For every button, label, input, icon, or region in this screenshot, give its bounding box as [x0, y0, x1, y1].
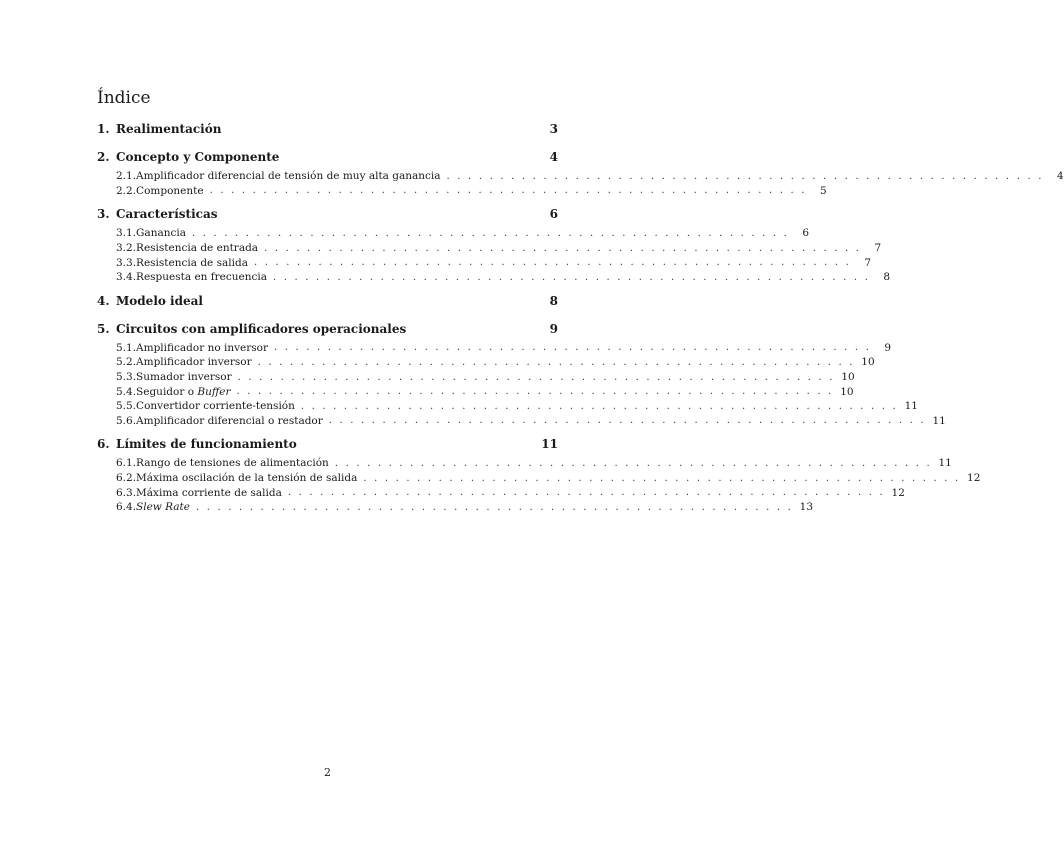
- toc-subsection-entry[interactable]: [97, 270, 891, 285]
- toc-section-entry[interactable]: [97, 432, 558, 456]
- toc-subsection-entry[interactable]: [97, 169, 1064, 184]
- toc-subsection-entry[interactable]: [97, 241, 882, 256]
- section-number: 6.: [97, 437, 110, 452]
- subsection-title: [136, 386, 230, 398]
- dot-leader: . . . . . . . . . . . . . . . . . . . . . . . . . . . . . . . . . . . . . . . . . . . . . . . . . . . . . . . .: [236, 386, 834, 398]
- subsection-page: 5: [819, 184, 827, 197]
- subsection-title: Respuesta en frecuencia: [136, 271, 268, 284]
- section-number: 4.: [97, 293, 110, 308]
- subsection-title-italic: Slew Rate: [136, 501, 190, 514]
- subsection-number: 6.3.: [116, 486, 137, 499]
- dot-leader: . . . . . . . . . . . . . . . . . . . . . . . . . . . . . . . . . . . . . . . . . . . . . . . . . . . . . . . .: [209, 185, 807, 197]
- subsection-page: 6: [802, 227, 810, 240]
- page-number: 2: [324, 766, 331, 779]
- subsection-title: Máxima corriente de salida: [136, 486, 282, 499]
- subsection-page: 11: [904, 400, 918, 413]
- toc-subsection-entry[interactable]: [97, 485, 905, 500]
- toc-subsection-entry[interactable]: [97, 500, 814, 515]
- subsection-number: 3.3.: [116, 256, 137, 269]
- subsection-page: 4: [1056, 170, 1064, 183]
- table-of-contents: [97, 117, 1064, 515]
- section-page: 6: [549, 207, 558, 222]
- subsection-page: 10: [861, 356, 875, 369]
- subsection-title: Amplificador diferencial o restador: [136, 414, 323, 427]
- toc-subsection-entry[interactable]: [97, 255, 871, 270]
- dot-leader: . . . . . . . . . . . . . . . . . . . . . . . . . . . . . . . . . . . . . . . . . . . . . . . . . . . . . . . .: [300, 400, 898, 412]
- toc-subsection-entry[interactable]: [97, 456, 952, 471]
- dot-leader: . . . . . . . . . . . . . . . . . . . . . . . . . . . . . . . . . . . . . . . . . . . . . . . . . . . . . . . .: [334, 457, 932, 469]
- dot-leader: . . . . . . . . . . . . . . . . . . . . . . . . . . . . . . . . . . . . . . . . . . . . . . . . . . . . . . . .: [273, 271, 871, 283]
- subsection-title: Amplificador diferencial de tensión de muy alta ganancia: [136, 170, 441, 183]
- dot-leader: . . . . . . . . . . . . . . . . . . . . . . . . . . . . . . . . . . . . . . . . . . . . . . . . . . . . . . . .: [363, 472, 961, 484]
- section-number: 2.: [97, 150, 110, 164]
- toc-section-entry[interactable]: [97, 145, 558, 169]
- subsection-page: 11: [932, 414, 946, 427]
- subsection-page: 7: [864, 256, 871, 269]
- subsection-number: 2.2.: [116, 184, 137, 197]
- subsection-page: 10: [840, 385, 854, 398]
- section-number: 5.: [97, 321, 110, 336]
- dot-leader: . . . . . . . . . . . . . . . . . . . . . . . . . . . . . . . . . . . . . . . . . . . . . . . . . . . . . . . .: [253, 257, 851, 269]
- subsection-title-text: Seguidor o: [136, 385, 198, 398]
- subsection-number: 5.4.: [116, 385, 137, 398]
- subsection-number: 2.1.: [116, 170, 137, 183]
- dot-leader: . . . . . . . . . . . . . . . . . . . . . . . . . . . . . . . . . . . . . . . . . . . . . . . . . . . . . . . .: [287, 487, 885, 499]
- subsection-number: 5.5.: [116, 400, 137, 413]
- dot-leader: . . . . . . . . . . . . . . . . . . . . . . . . . . . . . . . . . . . . . . . . . . . . . . . . . . . . . . . .: [328, 415, 926, 427]
- dot-leader: . . . . . . . . . . . . . . . . . . . . . . . . . . . . . . . . . . . . . . . . . . . . . . . . . . . . . . . .: [446, 170, 1044, 182]
- subsection-page: 13: [799, 501, 814, 514]
- subsection-title: Resistencia de salida: [136, 256, 248, 269]
- section-page: 8: [549, 293, 558, 308]
- dot-leader: . . . . . . . . . . . . . . . . . . . . . . . . . . . . . . . . . . . . . . . . . . . . . . . . . . . . . . . .: [195, 501, 794, 513]
- toc-subsection-entry[interactable]: [97, 226, 810, 241]
- dot-leader: . . . . . . . . . . . . . . . . . . . . . . . . . . . . . . . . . . . . . . . . . . . . . . . . . . . . . . . .: [191, 227, 790, 239]
- dot-leader: . . . . . . . . . . . . . . . . . . . . . . . . . . . . . . . . . . . . . . . . . . . . . . . . . . . . . . . .: [264, 242, 862, 254]
- subsection-title: Sumador inversor: [136, 371, 232, 384]
- subsection-number: 3.2.: [116, 242, 137, 255]
- section-number: 1.: [97, 122, 110, 136]
- subsection-number: 5.2.: [116, 356, 137, 369]
- subsection-page: 7: [874, 242, 882, 255]
- section-title: Concepto y Componente: [116, 150, 280, 164]
- subsection-title: Convertidor corriente-tensión: [136, 400, 295, 413]
- subsection-page: 10: [841, 371, 855, 384]
- toc-subsection-entry[interactable]: [97, 341, 892, 356]
- subsection-number: 3.4.: [116, 271, 137, 284]
- toc-subsection-entry[interactable]: [97, 471, 981, 486]
- subsection-page: 12: [891, 486, 905, 499]
- section-title: Límites de funcionamiento: [116, 437, 297, 452]
- subsection-page: 8: [883, 271, 891, 284]
- section-number: 3.: [97, 207, 110, 222]
- subsection-page: 9: [884, 341, 892, 354]
- dot-leader: . . . . . . . . . . . . . . . . . . . . . . . . . . . . . . . . . . . . . . . . . . . . . . . . . . . . . . . .: [237, 371, 835, 383]
- section-page: 11: [541, 437, 558, 452]
- dot-leader: . . . . . . . . . . . . . . . . . . . . . . . . . . . . . . . . . . . . . . . . . . . . . . . . . . . . . . . .: [257, 356, 855, 368]
- toc-section-entry[interactable]: [97, 202, 558, 226]
- toc-subsection-entry[interactable]: [97, 184, 827, 199]
- toc-section-entry[interactable]: [97, 317, 558, 341]
- subsection-title: Rango de tensiones de alimentación: [136, 457, 329, 470]
- dot-leader: . . . . . . . . . . . . . . . . . . . . . . . . . . . . . . . . . . . . . . . . . . . . . . . . . . . . . . . .: [274, 342, 872, 354]
- section-title: Realimentación: [116, 122, 222, 136]
- subsection-page: 11: [938, 457, 952, 470]
- subsection-title: Amplificador inversor: [136, 356, 252, 369]
- subsection-title: Ganancia: [136, 227, 186, 240]
- subsection-number: 5.1.: [116, 341, 137, 354]
- section-title: Modelo ideal: [116, 293, 203, 308]
- subsection-page: 12: [967, 472, 981, 485]
- subsection-number: 5.3.: [116, 371, 137, 384]
- subsection-number: 3.1.: [116, 227, 137, 240]
- subsection-number: 5.6.: [116, 414, 137, 427]
- toc-subsection-entry[interactable]: [97, 414, 946, 429]
- subsection-number: 6.4.: [116, 501, 137, 514]
- section-page: 4: [549, 150, 558, 164]
- subsection-title: Resistencia de entrada: [136, 242, 259, 255]
- section-page: 9: [549, 321, 558, 336]
- subsection-title: [136, 501, 190, 513]
- toc-subsection-entry[interactable]: [97, 384, 854, 399]
- toc-subsection-entry[interactable]: [97, 370, 855, 385]
- subsection-title: Amplificador no inversor: [136, 341, 269, 354]
- subsection-title-italic: Buffer: [197, 385, 231, 398]
- section-title: Características: [116, 207, 218, 222]
- toc-subsection-entry[interactable]: [97, 355, 875, 370]
- subsection-number: 6.2.: [116, 472, 137, 485]
- subsection-number: 6.1.: [116, 457, 137, 470]
- section-page: 3: [549, 122, 558, 136]
- toc-subsection-entry[interactable]: [97, 399, 918, 414]
- section-title: Circuitos con amplificadores operacionales: [116, 321, 407, 336]
- toc-section-entry[interactable]: [97, 117, 558, 141]
- toc-title: Índice: [97, 88, 151, 108]
- subsection-title: Componente: [136, 184, 204, 197]
- subsection-title: Máxima oscilación de la tensión de salida: [136, 472, 358, 485]
- toc-section-entry[interactable]: [97, 289, 558, 313]
